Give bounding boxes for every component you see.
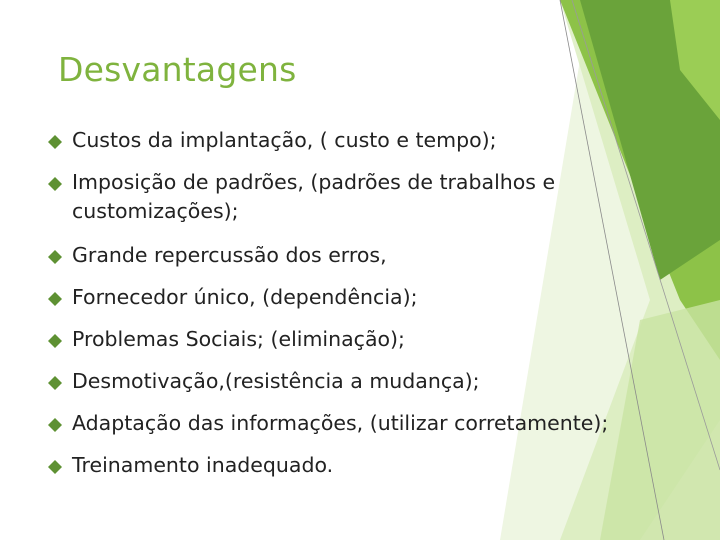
diamond-bullet-icon	[48, 135, 62, 149]
diamond-bullet-icon	[48, 334, 62, 348]
diamond-bullet-icon	[48, 250, 62, 264]
diamond-bullet-icon	[48, 376, 62, 390]
list-item	[48, 451, 708, 480]
bullet-text: Treinamento inadequado.	[72, 453, 334, 477]
bullet-text: Custos da implantação, ( custo e tempo);	[72, 128, 497, 152]
diamond-bullet-icon	[48, 418, 62, 432]
diamond-bullet-icon	[48, 177, 62, 191]
diamond-bullet-icon	[48, 460, 62, 474]
list-item	[48, 409, 708, 438]
page-title: Desvantagens	[58, 50, 297, 89]
list-item	[48, 367, 708, 396]
list-item	[48, 168, 708, 226]
bullet-text: Fornecedor único, (dependência);	[72, 285, 418, 309]
bullet-text: Desmotivação,(resistência a mudança);	[72, 369, 480, 393]
list-item	[48, 283, 708, 312]
bullet-text: Imposição de padrões, (padrões de trabalhos e customizações);	[72, 170, 556, 223]
bullet-text: Adaptação das informações, (utilizar corretamente);	[72, 411, 609, 435]
bullet-text: Grande repercussão dos erros,	[72, 243, 387, 267]
list-item	[48, 126, 708, 155]
bullet-list	[48, 126, 708, 480]
bullet-text: Problemas Sociais; (eliminação);	[72, 327, 405, 351]
list-item	[48, 241, 708, 270]
list-item	[48, 325, 708, 354]
diamond-bullet-icon	[48, 292, 62, 306]
